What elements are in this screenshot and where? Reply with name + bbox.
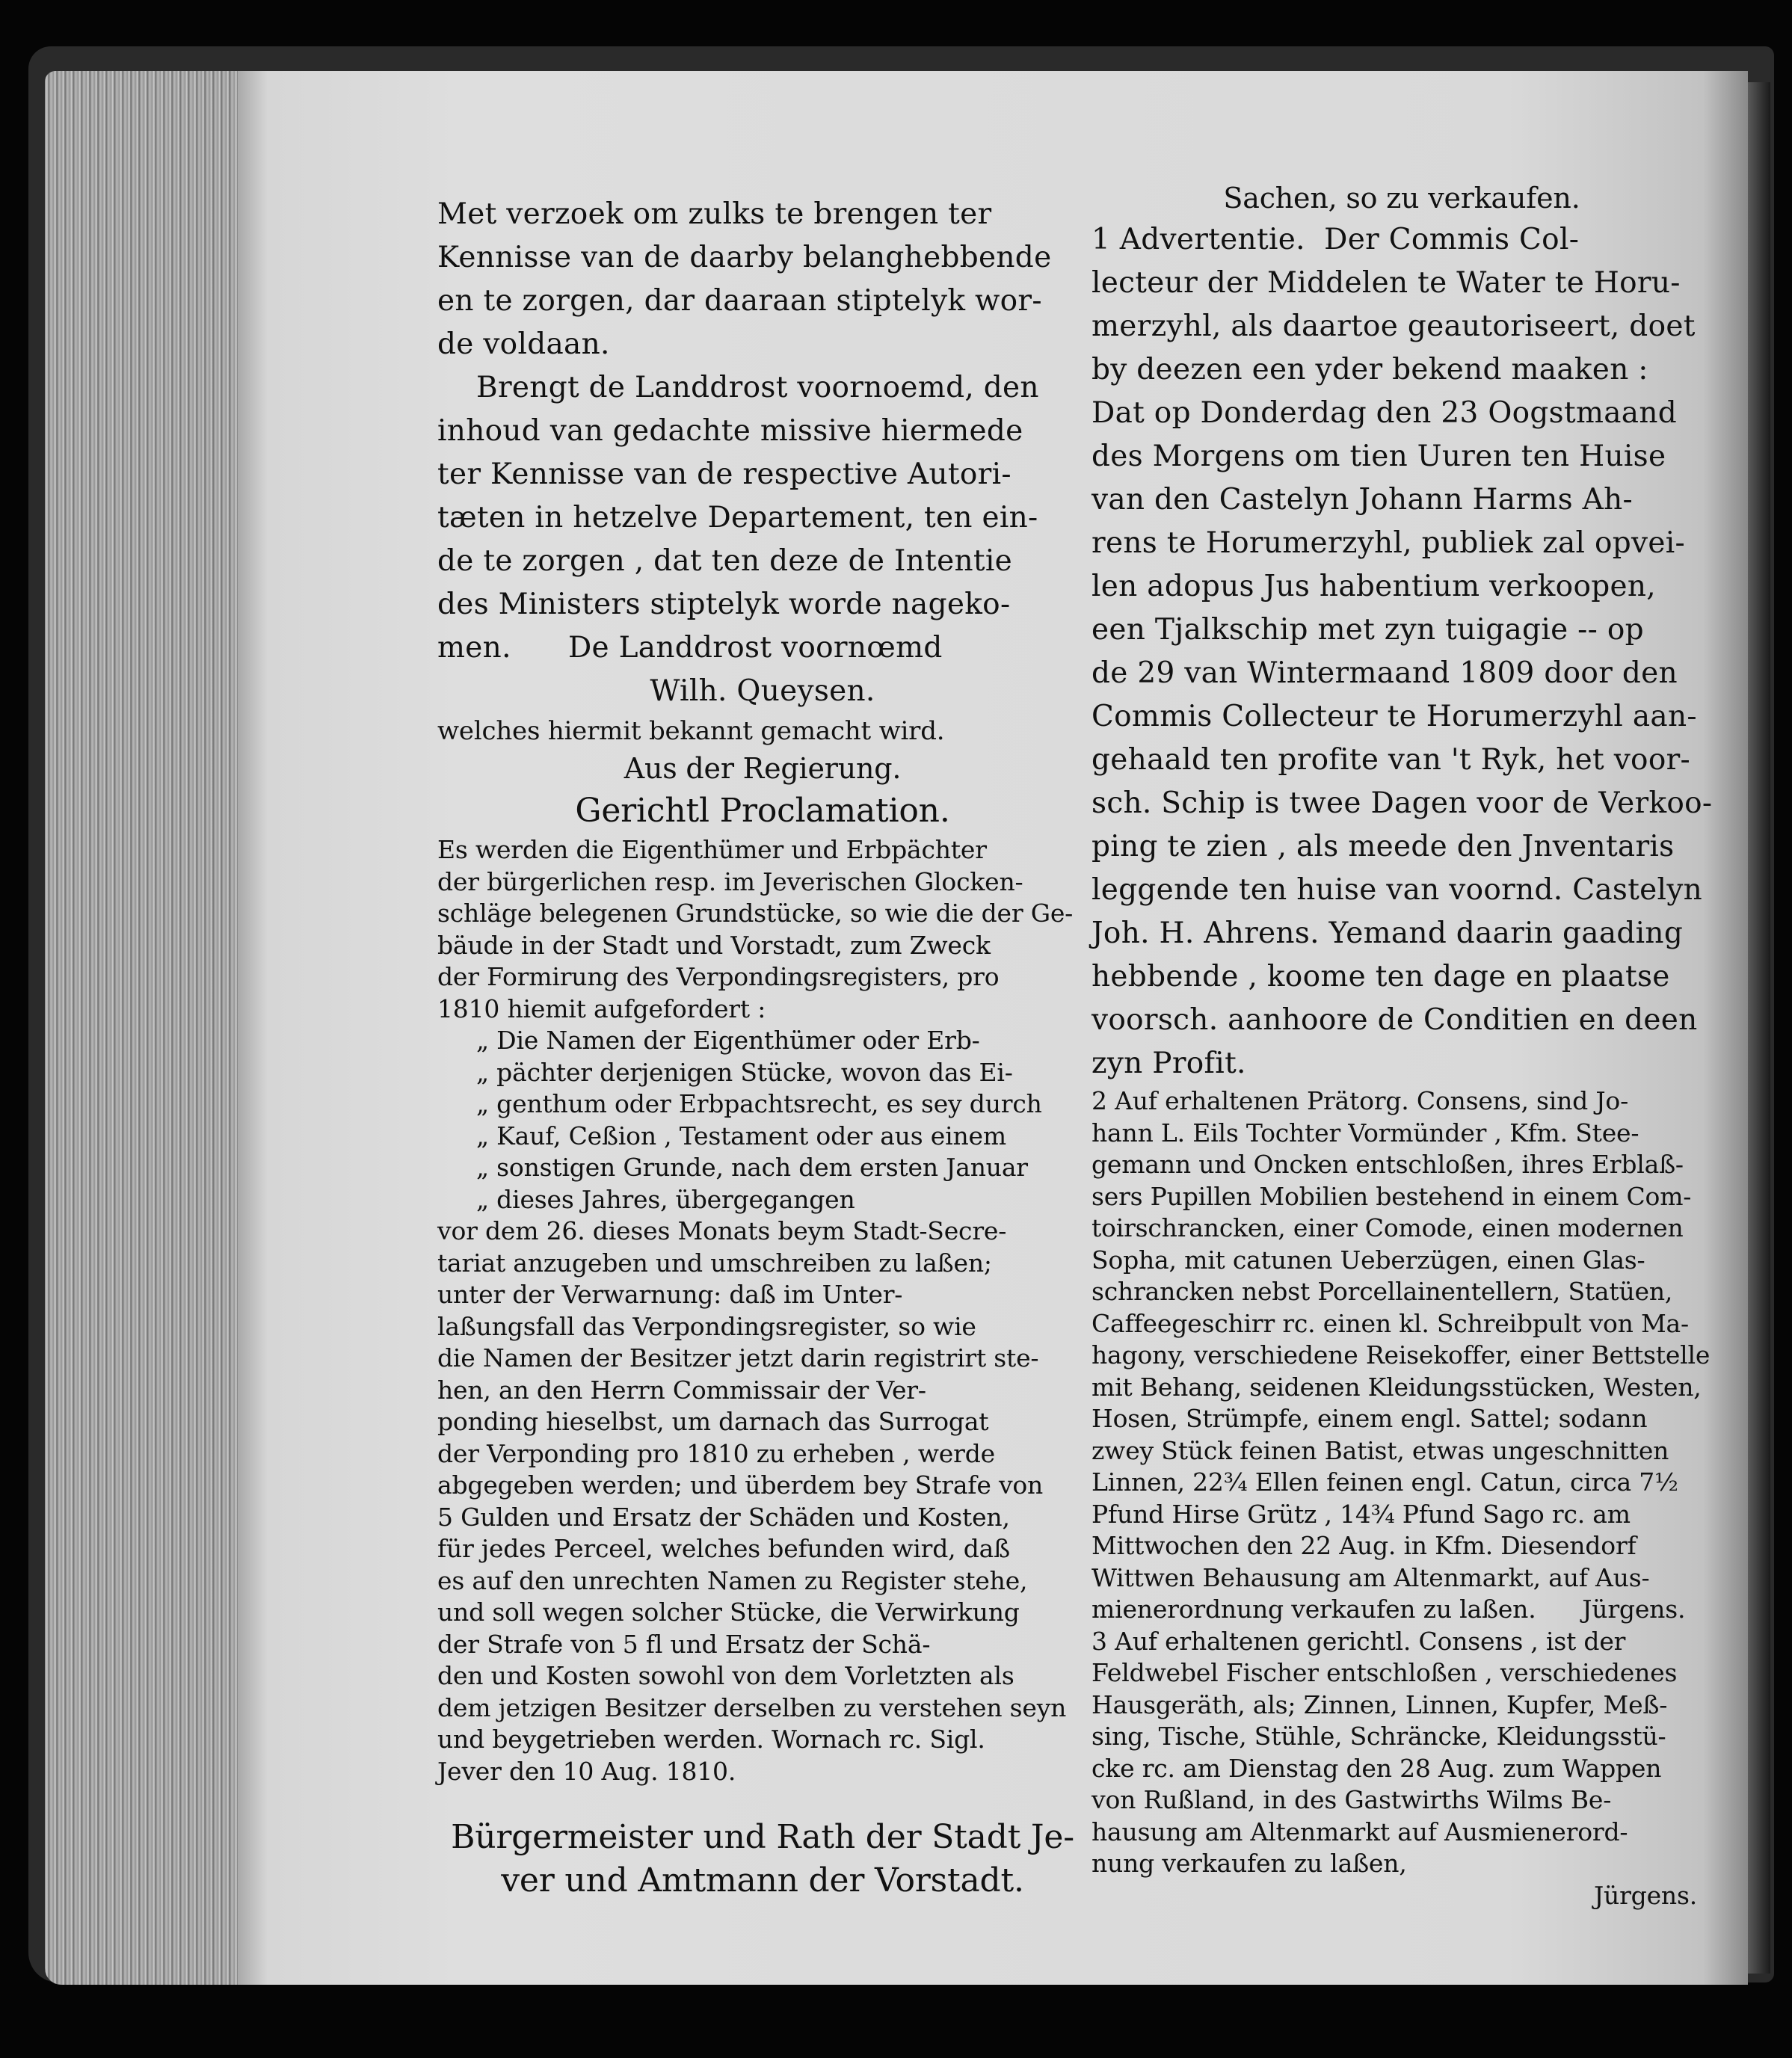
- text-line: zyn Profit.: [1091, 1047, 1246, 1080]
- text-line: von Rußland, in des Gastwirths Wilms Be-: [1091, 1785, 1612, 1814]
- text-line: Hausgeräth, als; Zinnen, Linnen, Kupfer, Meß-: [1091, 1689, 1668, 1719]
- text-line: sch. Schip is twee Dagen voor de Verkoo-: [1091, 786, 1713, 820]
- text-line: sing, Tische, Stühle, Schräncke, Kleidungsstü-: [1091, 1722, 1666, 1751]
- advertentie-notice: [1091, 218, 1712, 1085]
- text-line: Mittwochen den 22 Aug. in Kfm. Diesendorf: [1091, 1531, 1636, 1560]
- text-line: der Formirung des Verpondingsregisters, pro: [437, 962, 1000, 991]
- quote-line: „ dieses Jahres, übergegangen: [476, 1184, 855, 1214]
- text-line: Pfund Hirse Grütz , 14¾ Pfund Sago rc. am: [1091, 1499, 1631, 1529]
- text-line: es auf den unrechten Namen zu Register stehe,: [437, 1565, 1028, 1595]
- left-column: [437, 193, 1088, 1903]
- quote-line: „ sonstigen Grunde, nach dem ersten Januar: [476, 1153, 1028, 1182]
- closing-heading-line: ver und Amtmann der Vorstadt.: [501, 1861, 1024, 1900]
- page-edges: [45, 71, 238, 1985]
- text-line: de te zorgen , dat ten deze de Intentie: [437, 544, 1013, 578]
- sales-heading: Sachen, so zu verkaufen.: [1223, 182, 1580, 215]
- text-line: 3 Auf erhaltenen gerichtl. Consens , ist der: [1091, 1626, 1626, 1656]
- signature: Wilh. Queysen.: [650, 674, 875, 708]
- section-heading: Aus der Regierung.: [623, 752, 902, 785]
- text-line: hausung am Altenmarkt auf Ausmienerord-: [1091, 1817, 1628, 1846]
- text-line: toirschrancken, einer Comode, einen modernen: [1091, 1213, 1684, 1242]
- right-page-leaf: [1748, 82, 1770, 1974]
- text-line: des Morgens om tien Uuren ten Huise: [1091, 440, 1666, 473]
- text-line: ter Kennisse van de respective Autori-: [437, 457, 1012, 491]
- text-line: Brengt de Landdrost voornoemd, den: [476, 371, 1039, 404]
- text-line: Wittwen Behausung am Altenmarkt, auf Aus-: [1091, 1562, 1650, 1592]
- quote-line: „ Die Namen der Eigenthümer oder Erb-: [476, 1026, 980, 1055]
- text-line: Es werden die Eigenthümer und Erbpächter: [437, 835, 987, 864]
- text-line: een Tjalkschip met zyn tuigagie -- op: [1091, 613, 1644, 647]
- text-line: 5 Gulden und Ersatz der Schäden und Kosten,: [437, 1502, 1010, 1532]
- signature: Jürgens.: [1594, 1880, 1697, 1910]
- text-line: sers Pupillen Mobilien bestehend in einem Com-: [1091, 1181, 1692, 1211]
- text-line: Feldwebel Fischer entschloßen , verschiedenes: [1091, 1658, 1678, 1687]
- text-line: de voldaan.: [437, 327, 610, 361]
- text-line: des Ministers stiptelyk worde nageko-: [437, 588, 1011, 621]
- text-line: laßungsfall das Verpondingsregister, so wie: [437, 1311, 976, 1341]
- text-line: Joh. H. Ahrens. Yemand daarin gaading: [1091, 916, 1684, 950]
- text-line: mit Behang, seidenen Kleidungsstücken, Westen,: [1091, 1372, 1702, 1402]
- text-line: vor dem 26. dieses Monats beym Stadt-Secre-: [437, 1216, 1007, 1245]
- text-line: schläge belegenen Grundstücke, so wie die der Ge-: [437, 899, 1074, 928]
- text-line: die Namen der Besitzer jetzt darin registrirt ste-: [437, 1343, 1039, 1372]
- text-line: nung verkaufen zu laßen,: [1091, 1849, 1407, 1878]
- text-line: gehaald ten profite van 't Ryk, het voor-: [1091, 743, 1691, 777]
- text-line: cke rc. am Dienstag den 28 Aug. zum Wappen: [1091, 1753, 1662, 1783]
- text-line: Linnen, 22¾ Ellen feinen engl. Catun, circa 7½: [1091, 1467, 1678, 1497]
- text-line: lecteur der Middelen te Water te Horu-: [1091, 266, 1681, 300]
- text-line: der Verponding pro 1810 zu erheben , werde: [437, 1438, 995, 1468]
- text-line: und beygetrieben werden. Wornach rc. Sigl.: [437, 1725, 985, 1754]
- text-line: en te zorgen, dar daaraan stiptelyk wor-: [437, 284, 1042, 318]
- dutch-paragraph: [437, 193, 1088, 713]
- quote-line: „ pächter derjenigen Stücke, wovon das Ei-: [476, 1057, 1013, 1087]
- text-line: len adopus Jus habentium verkoopen,: [1091, 570, 1657, 603]
- text-line: ponding hieselbst, um darnach das Surrogat: [437, 1407, 989, 1436]
- text-line: Sopha, mit catunen Ueberzügen, einen Glas-: [1091, 1245, 1645, 1275]
- text-line: mienerordnung verkaufen zu laßen. Jürgens.: [1091, 1595, 1686, 1624]
- text-line: 1 Advertentie. Der Commis Col-: [1091, 223, 1580, 256]
- text-line: Commis Collecteur te Horumerzyhl aan-: [1091, 700, 1697, 733]
- sale-notice-2: [1091, 1085, 1712, 1626]
- text-line: und soll wegen solcher Stücke, die Verwirkung: [437, 1598, 1020, 1627]
- text-line: men. De Landdrost voornœmd: [437, 631, 943, 665]
- proclamation-body: [437, 834, 1088, 1787]
- text-line: Met verzoek om zulks te brengen ter: [437, 197, 992, 231]
- text-line: leggende ten huise van voornd. Castelyn: [1091, 873, 1703, 907]
- text-line: by deezen een yder bekend maaken :: [1091, 353, 1648, 386]
- text-line: für jedes Perceel, welches befunden wird, daß: [437, 1534, 1010, 1563]
- text-line: dem jetzigen Besitzer derselben zu verstehen seyn: [437, 1692, 1067, 1722]
- text-line: voorsch. aanhoore de Conditien en deen: [1091, 1003, 1698, 1037]
- text-line: bäude in der Stadt und Vorstadt, zum Zweck: [437, 930, 991, 960]
- text-line: gemann und Oncken entschloßen, ihres Erblaß-: [1091, 1150, 1684, 1179]
- text-line: tariat anzugeben und umschreiben zu laßen;: [437, 1248, 992, 1278]
- text-line: hebbende , koome ten dage en plaatse: [1091, 960, 1670, 993]
- text-line: 2 Auf erhaltenen Prätorg. Consens, sind Jo-: [1091, 1086, 1629, 1115]
- text-line: Caffeegeschirr rc. einen kl. Schreibpult von Ma-: [1091, 1308, 1689, 1338]
- closing-heading: [437, 1816, 1088, 1903]
- text-line: Kennisse van de daarby belanghebbende: [437, 241, 1052, 274]
- text-line: de 29 van Wintermaand 1809 door den: [1091, 656, 1678, 690]
- text-line: Jever den 10 Aug. 1810.: [437, 1756, 736, 1786]
- closing-heading-line: Bürgermeister und Rath der Stadt Je-: [451, 1818, 1074, 1856]
- text-line: unter der Verwarnung: daß im Unter-: [437, 1280, 903, 1309]
- text-line: tæten in hetzelve Departement, ten ein-: [437, 501, 1038, 534]
- text-line: hann L. Eils Tochter Vormünder , Kfm. Stee-: [1091, 1118, 1639, 1147]
- text-line: inhoud van gedachte missive hiermede: [437, 414, 1023, 448]
- text-line: van den Castelyn Johann Harms Ah-: [1091, 483, 1634, 517]
- announcement-line: welches hiermit bekannt gemacht wird.: [437, 716, 945, 746]
- text-line: merzyhl, als daartoe geautoriseert, doet: [1091, 309, 1696, 343]
- text-line: der Strafe von 5 fl und Ersatz der Schä-: [437, 1629, 931, 1659]
- text-line: hagony, verschiedene Reisekoffer, einer Bettstelle: [1091, 1340, 1711, 1370]
- text-line: rens te Horumerzyhl, publiek zal opvei-: [1091, 526, 1686, 560]
- text-line: abgegeben werden; und überdem bey Strafe von: [437, 1470, 1044, 1500]
- sale-notice-3: [1091, 1626, 1712, 1912]
- right-column: [1091, 178, 1712, 1911]
- text-line: den und Kosten sowohl von dem Vorletzten als: [437, 1661, 1014, 1690]
- text-line: Dat op Donderdag den 23 Oogstmaand: [1091, 396, 1678, 430]
- proclamation-title: Gerichtl Proclamation.: [575, 792, 950, 830]
- text-line: 1810 hiemit aufgefordert :: [437, 993, 766, 1023]
- quote-line: „ genthum oder Erbpachtsrecht, es sey durch: [476, 1089, 1042, 1118]
- text-line: schrancken nebst Porcellainentellern, Statüen,: [1091, 1277, 1673, 1306]
- text-line: zwey Stück feinen Batist, etwas ungeschnitten: [1091, 1435, 1669, 1465]
- text-line: hen, an den Herrn Commissair der Ver-: [437, 1375, 926, 1405]
- text-line: Hosen, Strümpfe, einem engl. Sattel; sodann: [1091, 1404, 1648, 1433]
- quote-line: „ Kauf, Ceßion , Testament oder aus einem: [476, 1121, 1006, 1150]
- text-line: ping te zien , als meede den Jnventaris: [1091, 830, 1675, 863]
- text-line: der bürgerlichen resp. im Jeverischen Glocken-: [437, 866, 1023, 896]
